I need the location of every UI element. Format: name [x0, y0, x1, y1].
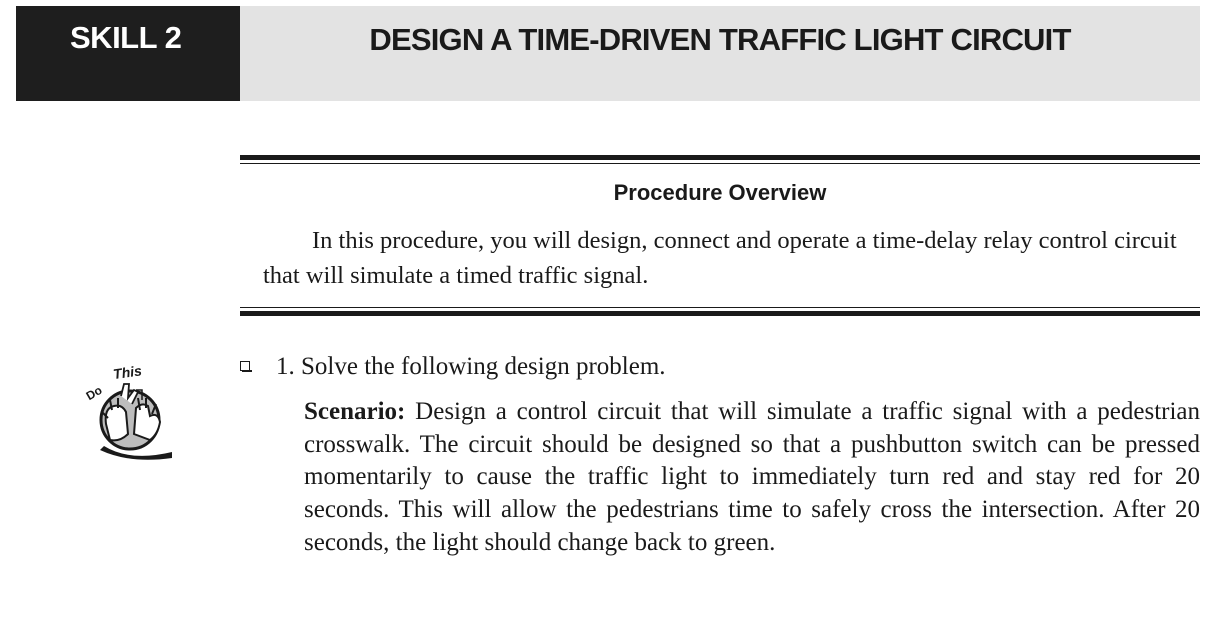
do-this-do-text: Do [84, 382, 105, 404]
skill-label: SKILL 2 [70, 20, 182, 55]
step-1 [276, 350, 666, 384]
scenario-label: Scenario: [304, 398, 406, 425]
bottom-rule-thick [240, 311, 1200, 316]
skill-title-box [240, 6, 1200, 101]
procedure-overview-text: In this procedure, you will design, connect and operate a time-delay relay control circuit that will simulate a timed traffic signal. [263, 227, 1177, 289]
do-this-this-text: This [112, 362, 143, 383]
top-rule-thick [240, 155, 1200, 160]
bottom-rule-thin [240, 307, 1200, 308]
step-number: 1. [276, 353, 295, 380]
procedure-overview-heading: Procedure Overview [613, 180, 827, 205]
top-rule-thin [240, 163, 1200, 164]
skill-number-box [16, 6, 240, 101]
skill-title: DESIGN A TIME-DRIVEN TRAFFIC LIGHT CIRCUIT [369, 22, 1071, 57]
step-instruction: Solve the following design problem. [301, 353, 666, 380]
scenario-paragraph [304, 396, 1200, 560]
do-this-icon [84, 360, 176, 460]
step-checkbox[interactable] [240, 361, 250, 371]
scenario-text: Design a control circuit that will simulate a traffic signal with a pedestrian crosswalk. The circuit should be designed so that a pushbutton switch can be pressed momentarily to cause the traffic light to immediately turn red and stay red for 20 seconds. This will allow the pedestrians time to safely cross the intersection. After 20 seconds, the light should change back to green. [304, 398, 1201, 556]
